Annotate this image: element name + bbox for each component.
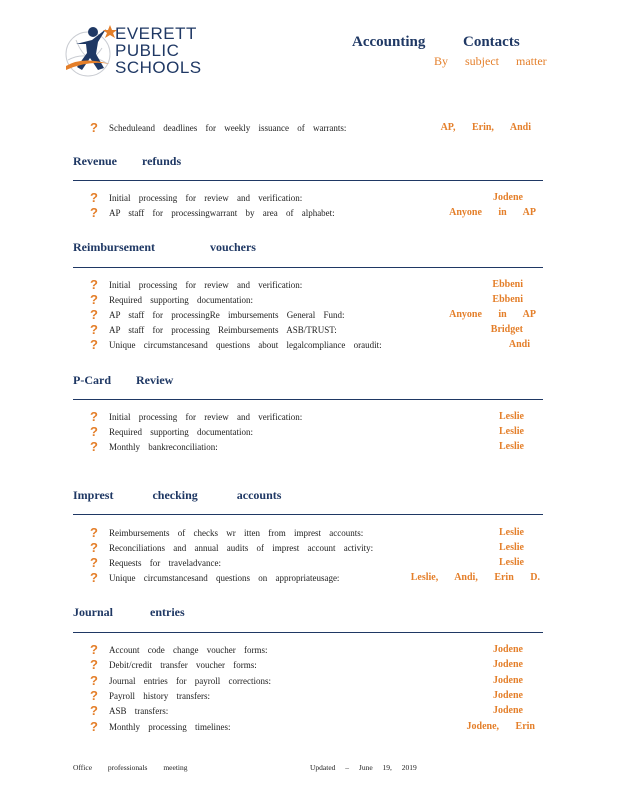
logo-line-1: EVERETT — [115, 24, 197, 43]
page-title-contacts: Contacts — [463, 34, 520, 50]
item-text: Initial processing for review and verification: — [109, 412, 303, 422]
bullet-icon: ? — [90, 673, 98, 688]
bullet-icon: ? — [90, 657, 98, 672]
section-title-reimbursement-vouchers: Reimbursement vouchers — [73, 240, 256, 254]
contact-name: Leslie, Andi, Erin D. — [410, 572, 540, 583]
contact-name: Leslie — [499, 542, 524, 553]
item-text: Account code change voucher forms: — [109, 645, 268, 655]
item-text: Required supporting documentation: — [109, 427, 253, 437]
item-text: Unique circumstancesand questions on appropriateusage: — [109, 573, 340, 583]
list-item — [90, 122, 538, 137]
list-item — [90, 659, 538, 674]
list-item — [90, 572, 538, 587]
section-divider — [73, 399, 543, 400]
bullet-icon: ? — [90, 555, 98, 570]
item-text: Payroll history transfers: — [109, 691, 210, 701]
logo-wordmark — [115, 25, 202, 76]
bullet-icon: ? — [90, 409, 98, 424]
contact-name: Jodene — [493, 690, 523, 701]
bullet-icon: ? — [90, 525, 98, 540]
contact-name: Jodene — [493, 192, 523, 203]
list-item — [90, 426, 538, 441]
list-item — [90, 207, 538, 222]
list-item — [90, 411, 538, 426]
contact-name: Leslie — [499, 441, 524, 452]
item-text: Reconciliations and annual audits of imprest account activity: — [109, 543, 374, 553]
item-text: Debit/credit transfer voucher forms: — [109, 660, 257, 670]
contact-name: Anyone in AP — [449, 207, 536, 218]
contact-name: AP, Erin, Andi — [440, 122, 531, 133]
logo-line-2: PUBLIC — [115, 41, 180, 60]
item-text: Initial processing for review and verification: — [109, 193, 303, 203]
bullet-icon: ? — [90, 703, 98, 718]
item-text: ASB transfers: — [109, 706, 169, 716]
list-item — [90, 441, 538, 456]
item-text: Requests for traveladvance: — [109, 558, 221, 568]
list-item — [90, 644, 538, 659]
page-title-accounting: Accounting — [352, 34, 426, 50]
contact-name: Jodene — [493, 659, 523, 670]
bullet-icon: ? — [90, 205, 98, 220]
item-text: Monthly processing timelines: — [109, 722, 231, 732]
item-text: Monthly bankreconciliation: — [109, 442, 218, 452]
logo-line-3: SCHOOLS — [115, 58, 202, 77]
item-text: AP staff for processingwarrant by area of alphabet: — [109, 208, 335, 218]
section-divider — [73, 267, 543, 268]
list-item — [90, 294, 538, 309]
logo-figure-icon — [62, 20, 122, 82]
list-item — [90, 527, 538, 542]
item-text: Reimbursements of checks wr itten from imprest accounts: — [109, 528, 364, 538]
section-title-imprest-checking-accounts: Imprest checking accounts — [73, 488, 282, 502]
list-item — [90, 557, 538, 572]
list-item — [90, 324, 538, 339]
footer-left: Office professionals meeting — [73, 763, 188, 772]
contact-name: Jodene — [493, 644, 523, 655]
item-text: Scheduleand deadlines for weekly issuance of warrants: — [109, 123, 347, 133]
section-divider — [73, 180, 543, 181]
bullet-icon: ? — [90, 719, 98, 734]
item-text: Initial processing for review and verification: — [109, 280, 303, 290]
list-item — [90, 279, 538, 294]
section-title-revenue-refunds: Revenue refunds — [73, 154, 182, 168]
item-text: Required supporting documentation: — [109, 295, 253, 305]
everett-public-schools-logo — [62, 20, 212, 84]
list-item — [90, 339, 538, 354]
list-item — [90, 542, 538, 557]
bullet-icon: ? — [90, 292, 98, 307]
bullet-icon: ? — [90, 570, 98, 585]
bullet-icon: ? — [90, 307, 98, 322]
footer-updated: Updated – June 19, 2019 — [310, 763, 417, 772]
item-text: Unique circumstancesand questions about legalcompliance oraudit: — [109, 340, 382, 350]
bullet-icon: ? — [90, 322, 98, 337]
contact-name: Jodene, Erin — [466, 721, 535, 732]
list-item — [90, 705, 538, 720]
list-item — [90, 309, 538, 324]
contact-name: Ebbeni — [492, 294, 523, 305]
contact-name: Jodene — [493, 705, 523, 716]
item-text: AP staff for processing Reimbursements ASB/TRUST: — [109, 325, 337, 335]
bullet-icon: ? — [90, 337, 98, 352]
bullet-icon: ? — [90, 688, 98, 703]
bullet-icon: ? — [90, 120, 98, 135]
bullet-icon: ? — [90, 277, 98, 292]
page-subtitle: By subject matter — [434, 54, 547, 68]
item-text: Journal entries for payroll corrections: — [109, 676, 271, 686]
bullet-icon: ? — [90, 540, 98, 555]
list-item — [90, 690, 538, 705]
list-item — [90, 675, 538, 690]
list-item — [90, 721, 538, 736]
contact-name: Andi — [508, 339, 530, 350]
contact-name: Leslie — [499, 557, 524, 568]
contact-name: Bridget — [490, 324, 523, 335]
bullet-icon: ? — [90, 190, 98, 205]
contact-name: Ebbeni — [492, 279, 523, 290]
section-title-journal-entries: Journal entries — [73, 605, 185, 619]
section-divider — [73, 514, 543, 515]
bullet-icon: ? — [90, 439, 98, 454]
section-title-p-card-review: P-Card Review — [73, 373, 174, 387]
contact-name: Leslie — [499, 527, 524, 538]
item-text: AP staff for processingRe imbursements General Fund: — [109, 310, 345, 320]
section-divider — [73, 632, 543, 633]
contact-name: Anyone in AP — [449, 309, 536, 320]
bullet-icon: ? — [90, 642, 98, 657]
list-item — [90, 192, 538, 207]
bullet-icon: ? — [90, 424, 98, 439]
contact-name: Leslie — [499, 426, 524, 437]
contact-name: Leslie — [499, 411, 524, 422]
contact-name: Jodene — [493, 675, 523, 686]
